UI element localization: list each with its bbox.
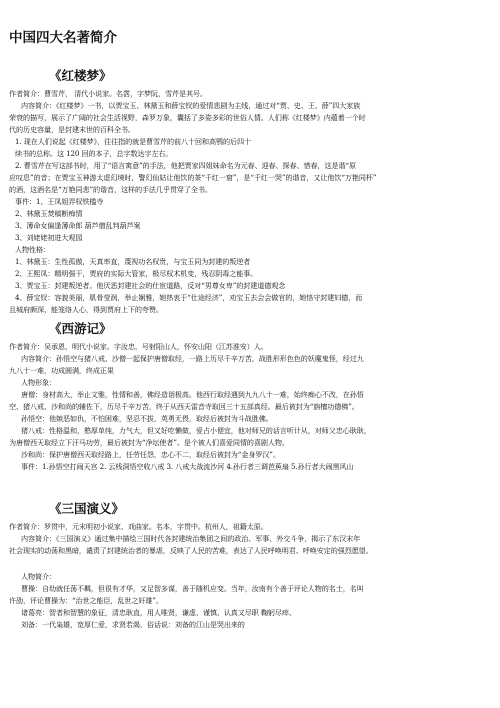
character-line: 2、王熙凤：精明强干，贾府的实际大管家，极尽权术机变，残忍阴毒之能事。	[15, 269, 258, 278]
section-heading: 《三国演义》	[49, 501, 125, 516]
event-line: 3、薄命女偏逢薄命郎 葫芦僧乱判葫芦案	[15, 221, 141, 230]
character-line: 空、猪八戒、沙和尚的辅佐下，历尽千辛万苦，终于从西天雷音寺取回三十五部真经。最后被封为“旃檀功德佛”。	[9, 402, 359, 411]
character-line: 诸葛亮：智者和智慧的象征，清忠耿直，用人唯贤，谦虚、谨慎、认真又尽职 鞠躬尽瘁、	[21, 608, 296, 617]
paragraph-line: 代的历史容量，是封建末世的百科全书。	[9, 125, 135, 134]
character-line: 孙悟空：他嫉恶如仇，不怕困难，坚忍不拔，英勇无畏，取经后被封为斗战胜佛。	[21, 414, 273, 423]
character-line: 3、贾宝玉：封建叛逆者。他厌恶封建社会的仕宦道路，反对“男尊女卑”的封建道德观念	[15, 281, 286, 290]
character-line: 4、薛宝钗：容貌美丽，肌骨莹润，举止娴雅，她热衷于“仕途经济”，劝宝玉去会会做官的，她恪守封建妇德，而	[15, 293, 363, 302]
event-line: 3、刘姥姥初进大观园	[15, 233, 83, 242]
section-xiyouji	[9, 321, 494, 473]
character-heading: 人物简介：	[21, 572, 56, 581]
character-line: 猪八戒：性格温和，憨厚单纯，力气大，但又好吃懒做，爱占小便宜，他对师兄的话言听计从，对师父忠心耿耿，	[21, 426, 371, 435]
author-intro: 作者简介：曹雪芹， 清代小说家。名霑，字梦阮，雪芹是其号。	[9, 89, 207, 98]
document-title: 中国四大名著简介	[9, 30, 117, 46]
content-intro: 内容简介：孙悟空与猪八戒、沙僧一起保护唐僧取经，一路上历尽千辛万苦，战胜形形色色的妖魔鬼怪，经过九	[21, 354, 364, 363]
character-heading: 人物性格：	[15, 245, 50, 254]
paragraph-line: 荣衰的描写，展示了广阔的社会生活视野，森罗万象，囊括了多姿多彩的世俗人情。人们称《红楼梦》内蕴着一个时	[9, 113, 366, 122]
author-intro: 作者简介：罗贯中，元末明初小说家、戏曲家。名本，字贯中。杭州人，祖籍太原。	[9, 522, 268, 531]
character-line: 曹操：自幼就任荡不羁，但很有才华，又足智多谋，善于随机应变。当年，汝南有个善于评论人物的名士，名叫	[21, 584, 364, 593]
paragraph-line: 九八十一难，功成圆满，终成正果	[9, 366, 114, 375]
content-intro: 内容简介：《三国演义》通过集中描绘三国时代各封建统治集团之间的政治、军事、外交斗争，揭示了东汉末年	[21, 534, 361, 543]
event-line: 事件：1、王凤姐弄权铁槛寺	[15, 197, 104, 206]
character-line: 为唐僧西天取经立下汗马功劳，最后被封为“净坛使者”。是个被人们喜爱同情的喜剧人物。	[9, 438, 289, 447]
section-heading: 《红楼梦》	[49, 68, 112, 83]
character-line: 且城府颇深，能笼络人心，得到贾府上下的夸赞。	[9, 305, 163, 314]
character-line: 许劭，评论曹操为：“治世之能臣，乱世之奸雄”。	[9, 596, 163, 605]
section-hongloumeng	[9, 68, 494, 316]
paragraph-line: 社会现实的动荡和黑暗，谴责了封建统治者的暴虐，反映了人民的苦难，表达了人民呼唤明君、呼唤安定的强烈愿望。	[9, 546, 373, 555]
paragraph-line: 的酒，这酒名是“万艳同悲”的谐音，这样的手法几乎贯穿了全书。	[9, 185, 212, 194]
character-line: 沙和尚：保护唐僧西天取经路上，任劳任怨，忠心不二，取经后被封为“金身罗汉”。	[21, 450, 280, 459]
character-heading: 人物形象：	[21, 378, 56, 387]
character-line: 刘备：一代枭雄，宽厚仁爱，求贤若渴，俗话说：刘备的江山是哭出来的	[21, 620, 245, 629]
character-line: 唐僧：身材高大，举止文雅，性情和善，佛经造诣极高。他西行取经遇到九九八十一难，始终痴心不改，在孙悟	[21, 390, 364, 399]
paragraph-line: 续书的总称。这 120 回的本子，总字数达字左右。	[15, 149, 173, 158]
paragraph-line: 应叹息”的音；在贾宝玉神游太虚幻境时，警幻仙姑让他饮的茶“千红一窟”，是“千红一哭”的谐音，又让他饮“万艳同杯”	[9, 173, 377, 182]
paragraph-line: 2. 曹雪芹在写这部书时，用了“语言寓意”的手法，他把贾家四姐妹命名为元春、迎春、探春、惜春，这是谐“原	[15, 161, 357, 170]
author-intro: 作者简介：吴承恩，明代小说家。字汝忠，号射阳山人，怀安山阳（江苏淮安）人。	[9, 342, 268, 351]
paragraph-line: 1. 现在人们说起《红楼梦》，往往指的就是曹雪芹的前八十回和高鹗的后四十	[15, 137, 251, 146]
section-heading: 《西游记》	[49, 321, 112, 336]
character-line: 1、林黛玉：生性孤傲，天真率直，蔑视功名权贵，与宝玉同为封建的叛逆者	[15, 257, 251, 266]
event-line: 2、林黛玉焚稿断痴情	[15, 209, 83, 218]
section-sanguo	[9, 501, 494, 631]
content-intro: 内容简介：《红楼梦》一书，以贾宝玉、林黛玉和薛宝钗的爱情悲剧为主线，通过对“贾、史、王、薛”四大家族	[21, 101, 361, 110]
event-line: 事件：1.孙悟空打闹天宫 2. 云栈洞悟空收八戒 3. 八戒大战流沙河 4.孙行者三调芭蕉扇 5.孙行者大闹黑风山	[21, 462, 354, 471]
